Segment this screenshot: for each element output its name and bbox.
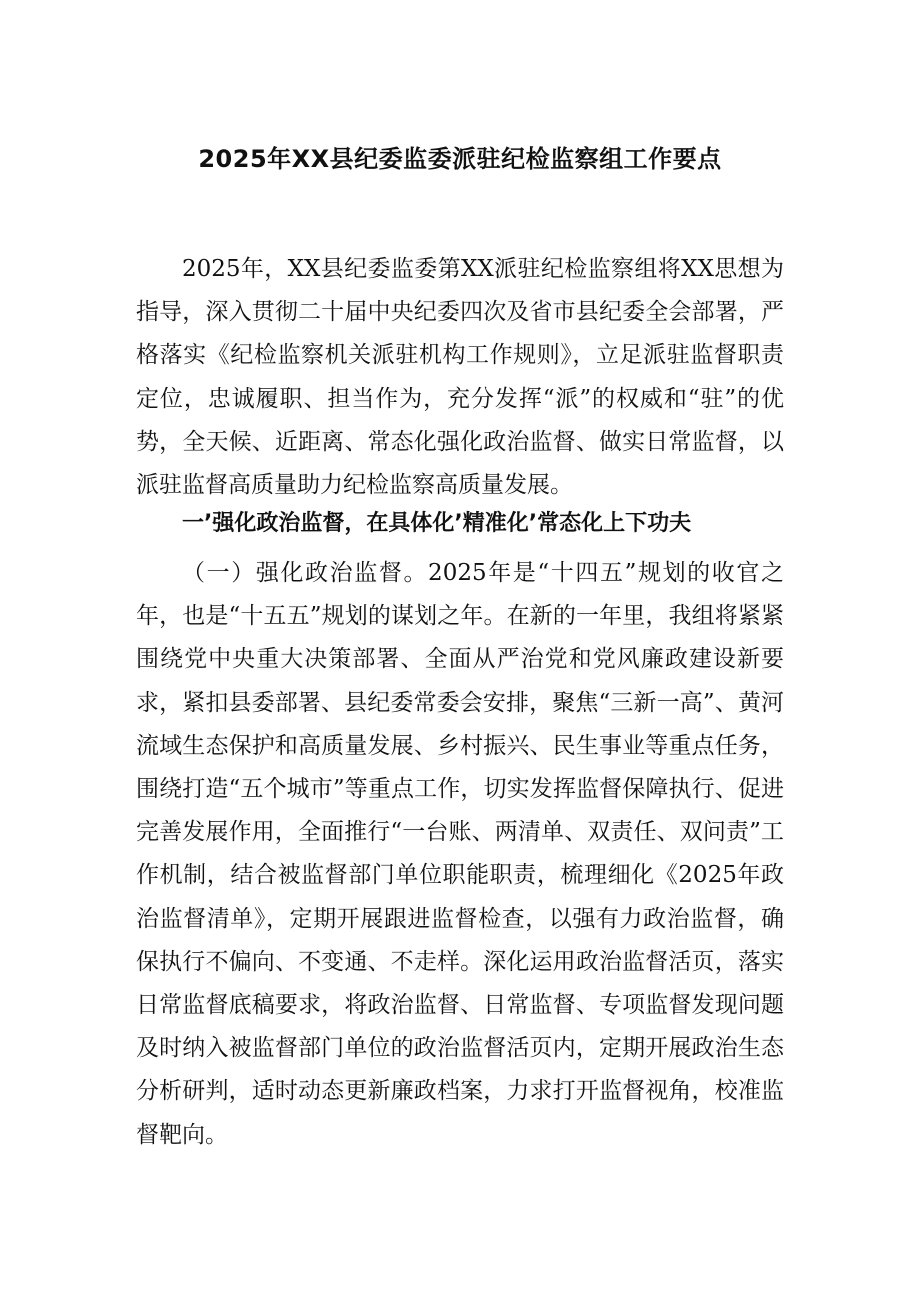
intro-paragraph: 2025年，XX县纪委监委第XX派驻纪检监察组将XX思想为指导，深入贯彻二十届中央纪委四次及省市县纪委全会部署，严格落实《纪检监察机关派驻机构工作规则》，立足派驻监督职责定位，忠诚履职、担当作为，充分发挥“派”的权威和“驻”的优势，全天候、近距离、常态化强化政治监督、做实日常监督，以派驻监督高质量助力纪检监察高质量发展。: [136, 256, 784, 499]
section-one-block: [136, 552, 784, 1157]
document-title: 2025年XX县纪委监委派驻纪检监察组工作要点: [198, 145, 722, 173]
section-heading: 一’强化政治监督，在具体化’精准化’常态化上下功夫: [182, 511, 692, 536]
intro-block: [136, 248, 784, 507]
section-one-paragraph: （一）强化政治监督。2025年是“十四五”规划的收官之年，也是“十五五”规划的谋划之年。在新的一年里，我组将紧紧围绕党中央重大决策部署、全面从严治党和党风廉政建设新要求，紧扣县委部署、县纪委常委会安排，聚焦“三新一高”、黄河流域生态保护和高质量发展、乡村振兴、民生事业等重点任务，围绕打造“五个城市”等重点工作，切实发挥监督保障执行、促进完善发展作用，全面推行“一台账、两清单、双责任、双问责”工作机制，结合被监督部门单位职能职责，梳理细化《2025年政治监督清单》，定期开展跟进监督检查，以强有力政治监督，确保执行不偏向、不变通、不走样。深化运用政治监督活页，落实日常监督底稿要求，将政治监督、日常监督、专项监督发现问题及时纳入被监督部门单位的政治监督活页内，定期开展政治生态分析研判，适时动态更新廉政档案，力求打开监督视角，校准监督靶向。: [136, 560, 784, 1148]
